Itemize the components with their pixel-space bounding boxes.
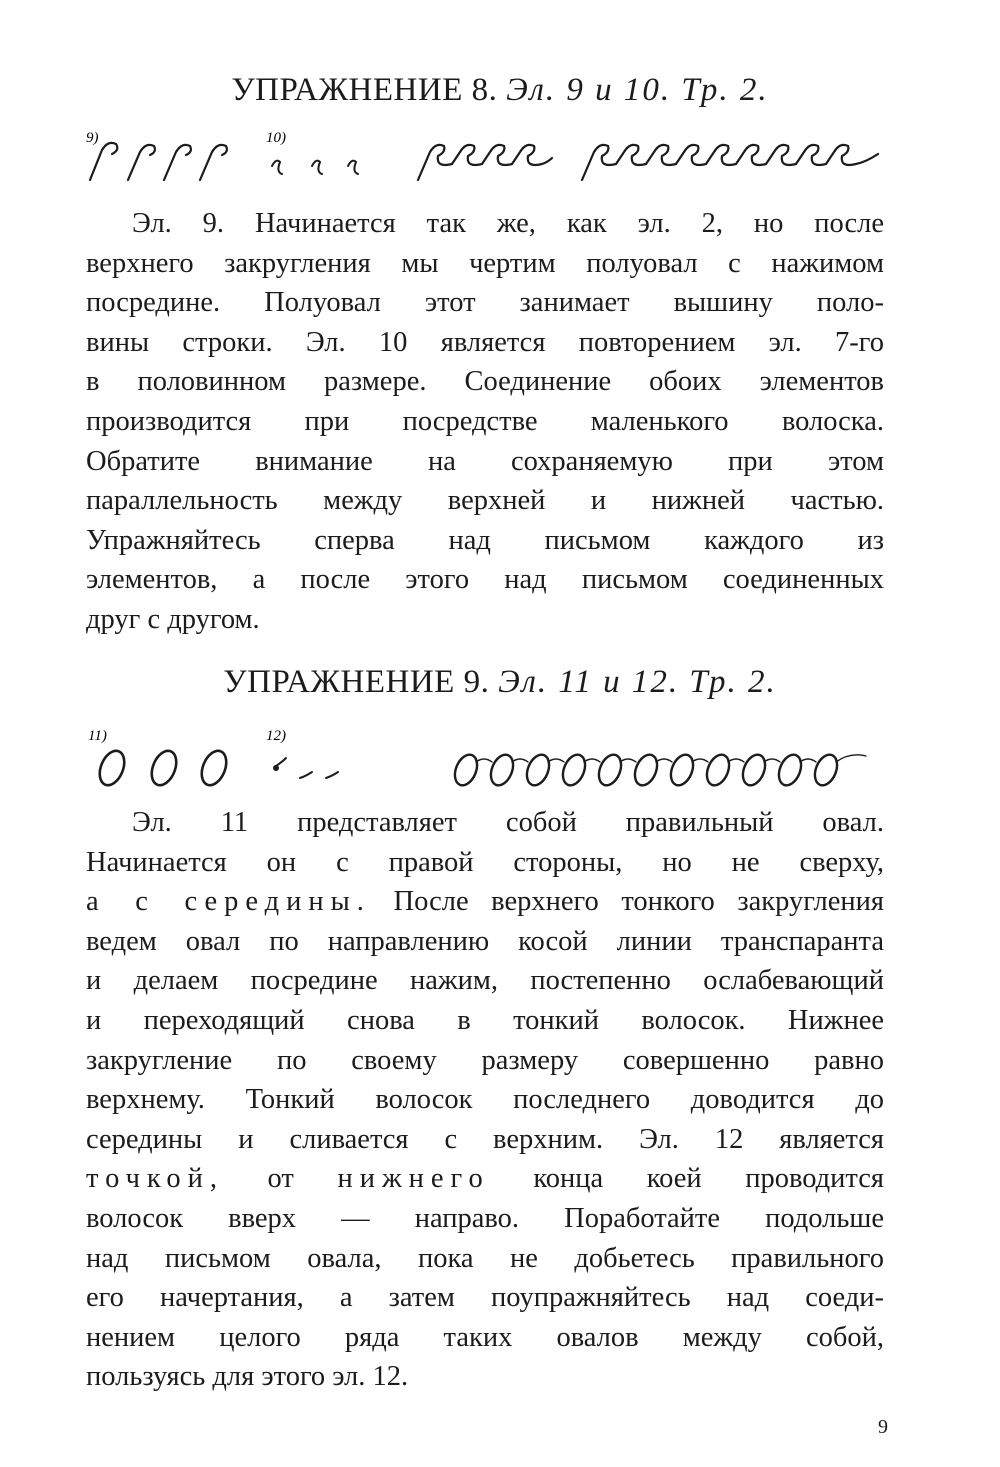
element-11-ovals bbox=[95, 747, 231, 789]
specimen-label-11: 11) bbox=[88, 728, 107, 744]
text-line: Эл. 9. Начинается так же, как эл. 2, но после bbox=[132, 208, 884, 239]
text-fragment: от bbox=[223, 1163, 338, 1195]
text-line: над письмом овала, пока не добьетесь правильного bbox=[86, 1242, 884, 1274]
text-line bbox=[86, 882, 884, 922]
exercise-8-title: УПРАЖНЕНИЕ 8. bbox=[231, 72, 498, 108]
calligraphy-specimen-elements-9-10 bbox=[80, 122, 900, 192]
text-fragment: конца коей проводится bbox=[489, 1163, 884, 1195]
element-12-dots bbox=[274, 758, 338, 778]
exercise-9-reference: Эл. 11 и 12. Тр. 2. bbox=[498, 664, 777, 700]
exercise-9-heading bbox=[0, 664, 1000, 701]
text-line: параллельность между верхней и нижней частью. bbox=[86, 485, 884, 517]
text-line: Обратите внимание на сохраняемую при этом bbox=[86, 445, 884, 477]
text-line: производится при посредстве маленького волоска. bbox=[86, 405, 884, 437]
text-line: верхнего закругления мы чертим полуовал с нажимом bbox=[86, 247, 884, 279]
joined-group-short bbox=[418, 145, 552, 180]
text-line: и делаем посредине нажим, постепенно ослабевающий bbox=[86, 965, 884, 997]
specimen-label-10: 10) bbox=[266, 130, 286, 146]
text-line: и переходящий снова в тонкий волосок. Нижнее bbox=[86, 1004, 884, 1036]
exercise-8-heading bbox=[0, 72, 1000, 109]
text-line: друг с другом. bbox=[86, 603, 260, 635]
spaced-emphasis: точкой, bbox=[86, 1163, 224, 1195]
joined-group-long bbox=[582, 145, 878, 180]
text-line: элементов, а после этого над письмом соединенных bbox=[86, 564, 884, 596]
text-line: волосок вверх — направо. Поработайте подольше bbox=[86, 1202, 884, 1234]
text-line: закругление по своему размеру совершенно равно bbox=[86, 1044, 884, 1076]
element-9-strokes bbox=[90, 143, 227, 180]
text-line: Упражняйтесь сперва над письмом каждого из bbox=[86, 524, 884, 556]
exercise-8-text bbox=[86, 204, 884, 640]
spaced-emphasis: нижнего bbox=[337, 1163, 490, 1195]
text-line bbox=[86, 1159, 884, 1199]
spaced-emphasis: а с середины. bbox=[86, 886, 371, 918]
exercise-9-specimen bbox=[80, 722, 900, 794]
calligraphy-specimen-elements-11-12 bbox=[80, 722, 900, 794]
exercise-9-title: УПРАЖНЕНИЕ 9. bbox=[223, 664, 490, 700]
text-line: его начертания, а затем поупражняйтесь над соеди- bbox=[86, 1282, 884, 1314]
text-line: посредине. Полуовал этот занимает вышину поло- bbox=[86, 287, 884, 319]
joined-ovals bbox=[451, 751, 866, 788]
exercise-8-specimen bbox=[80, 122, 900, 192]
exercise-9-text bbox=[86, 803, 884, 1397]
text-line: пользуясь для этого эл. 12. bbox=[86, 1361, 409, 1393]
page-number: 9 bbox=[878, 1416, 888, 1438]
text-line: в половинном размере. Соединение обоих элементов bbox=[86, 366, 884, 398]
specimen-label-9: 9) bbox=[86, 130, 99, 146]
text-line: Начинается он с правой стороны, но не сверху, bbox=[86, 846, 884, 878]
exercise-8-reference: Эл. 9 и 10. Тр. 2. bbox=[506, 72, 769, 108]
text-line: нением целого ряда таких овалов между собой, bbox=[86, 1321, 884, 1353]
text-fragment: После верхнего тонкого закругления bbox=[370, 886, 885, 918]
specimen-label-12: 12) bbox=[266, 728, 286, 744]
text-line: Эл. 11 представляет собой правильный овал. bbox=[132, 807, 884, 838]
element-10-strokes bbox=[272, 161, 358, 174]
text-line: середины и сливается с верхним. Эл. 12 является bbox=[86, 1123, 884, 1155]
text-line: вины строки. Эл. 10 является повторением эл. 7-го bbox=[86, 326, 884, 358]
text-line: ведем овал по направлению косой линии транспаранта bbox=[86, 925, 884, 957]
text-line: верхнему. Тонкий волосок последнего доводится до bbox=[86, 1084, 884, 1116]
